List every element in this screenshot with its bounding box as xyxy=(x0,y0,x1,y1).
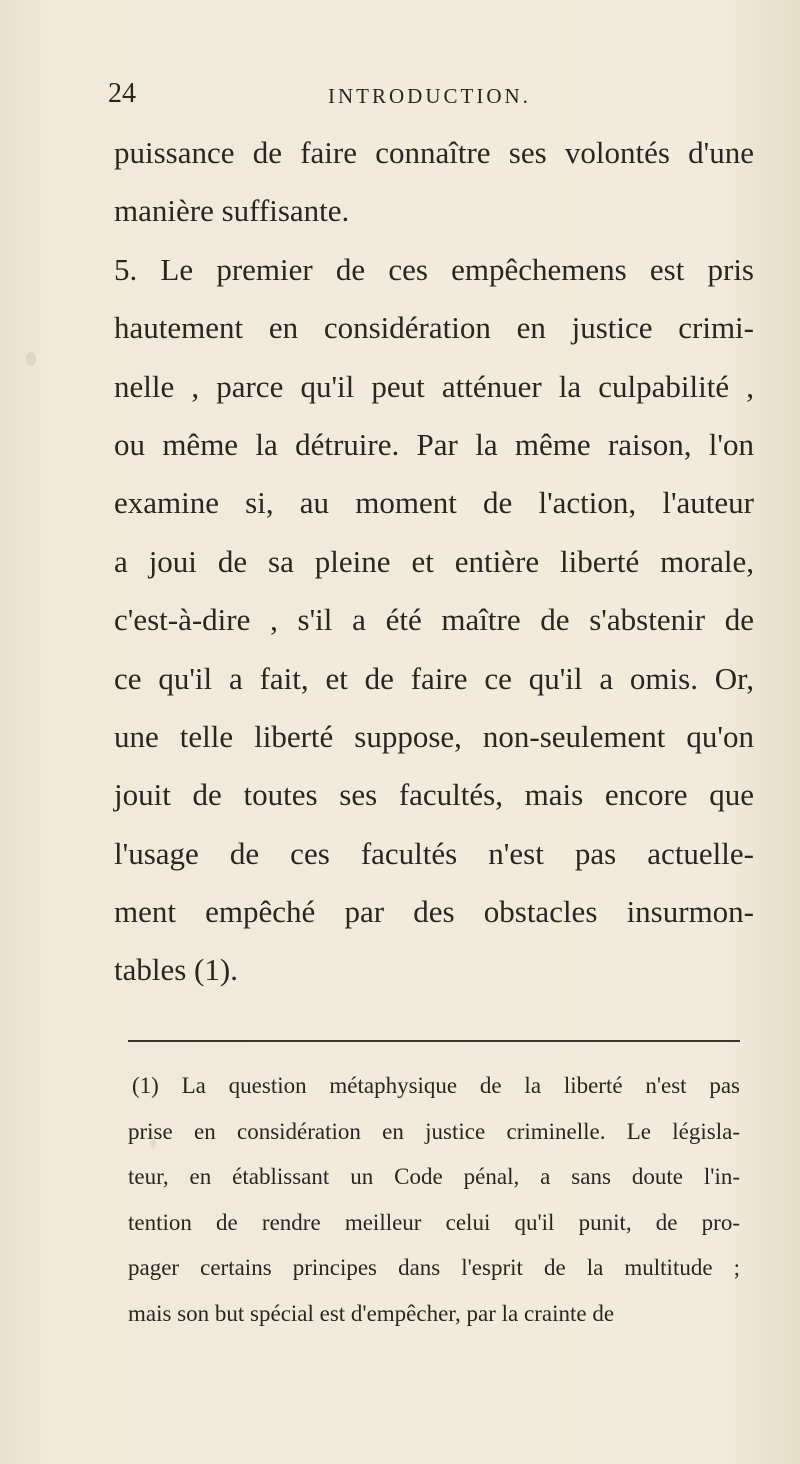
text-line: c'est-à-dire , s'il a été maître de s'abstenir de xyxy=(114,602,754,638)
text-line: nelle , parce qu'il peut atténuer la culpabilité , xyxy=(114,368,754,404)
text-line: manière suffisante. xyxy=(114,193,350,229)
page-number: 24 xyxy=(108,78,136,109)
footnote-line: tention de rendre meilleur celui qu'il punit, de pro- xyxy=(128,1209,740,1235)
text-line: jouit de toutes ses facultés, mais encore que xyxy=(114,777,754,813)
footnote-line: pager certains principes dans l'esprit de la multitude ; xyxy=(128,1255,740,1281)
paper-stain xyxy=(26,352,36,366)
footnote-divider xyxy=(128,1040,740,1042)
footnote-line: mais son but spécial est d'empêcher, par la crainte de xyxy=(128,1300,615,1326)
text-line: 5. Le premier de ces empêchemens est pris xyxy=(114,251,754,287)
text-line: l'usage de ces facultés n'est pas actuelle- xyxy=(114,835,754,871)
page-header xyxy=(108,78,708,118)
text-line: a joui de sa pleine et entière liberté morale, xyxy=(114,543,754,579)
footnote xyxy=(128,1063,740,1337)
text-line: ce qu'il a fait, et de faire ce qu'il a omis. Or, xyxy=(114,660,754,696)
footnote-line: prise en considération en justice criminelle. Le législa- xyxy=(128,1118,740,1144)
text-line: puissance de faire connaître ses volontés d'une xyxy=(114,135,754,170)
text-line: examine si, au moment de l'action, l'auteur xyxy=(114,485,754,521)
text-line: ment empêché par des obstacles insurmon- xyxy=(114,894,754,930)
text-line: une telle liberté suppose, non-seulement qu'on xyxy=(114,718,754,754)
body-paragraphs xyxy=(114,124,754,1000)
text-line: ou même la détruire. Par la même raison, l'on xyxy=(114,426,754,462)
footnote-line: teur, en établissant un Code pénal, a sans doute l'in- xyxy=(128,1164,740,1190)
text-line: hautement en considération en justice crimi- xyxy=(114,310,754,346)
running-title: INTRODUCTION. xyxy=(328,84,531,108)
text-line: tables (1). xyxy=(114,952,238,988)
footnote-line: (1) La question métaphysique de la liberté n'est pas xyxy=(132,1073,740,1098)
